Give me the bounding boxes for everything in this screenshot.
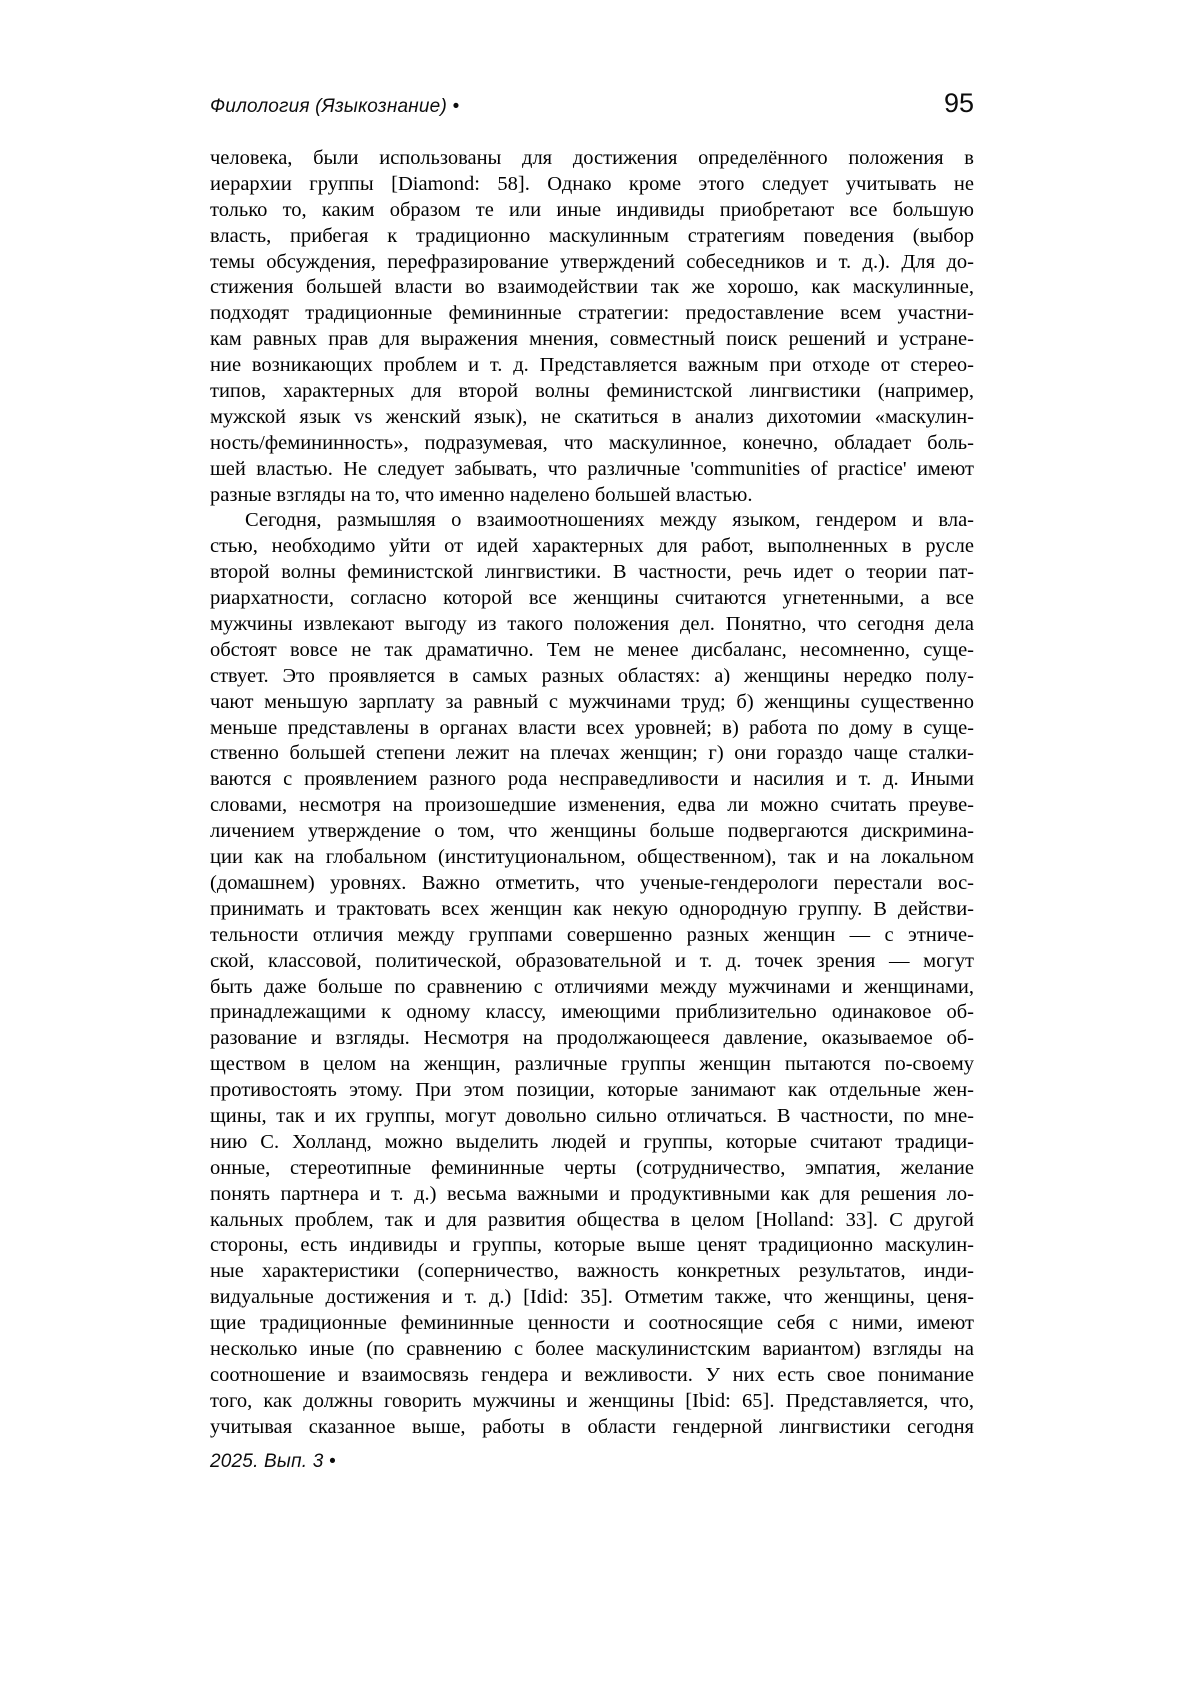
- text-line: только то, каким образом те или иные индивиды приобретают все большую: [210, 198, 974, 221]
- text-line: чают меньшую зарплату за равный с мужчинами труд; б) женщины существенно: [210, 690, 974, 713]
- text-line: кальных проблем, так и для развития общества в целом [Holland: 33]. С другой: [210, 1208, 974, 1231]
- issue-label: 2025. Вып. 3 •: [210, 1451, 336, 1472]
- text-line: риархатности, согласно которой все женщины считаются угнетенными, а все: [210, 587, 974, 610]
- text-line: типов, характерных для второй волны феминистской лингвистики (например,: [210, 380, 974, 403]
- text-line: принадлежащими к одному классу, имеющими приблизительно одинаковое об-: [210, 1001, 974, 1024]
- text-line: ние возникающих проблем и т. д. Представляется важным при отходе от стерео-: [210, 354, 974, 377]
- text-line: обстоят вовсе не так драматично. Тем не менее дисбаланс, несомненно, суще-: [210, 638, 974, 661]
- text-line: онные, стереотипные фемининные черты (сотрудничество, эмпатия, желание: [210, 1156, 974, 1179]
- text-line: того, как должны говорить мужчины и женщины [Ibid: 65]. Представляется, что,: [210, 1389, 974, 1412]
- text-line: понять партнера и т. д.) весьма важными и продуктивными как для решения ло-: [210, 1182, 974, 1205]
- page-header: [210, 90, 974, 119]
- text-line: человека, были использованы для достижения определённого положения в: [210, 147, 974, 169]
- text-line: несколько иные (по сравнению с более маскулинистским вариантом) взгляды на: [210, 1337, 974, 1360]
- page-number: 95: [943, 88, 974, 118]
- text-line: соотношение и взаимосвязь гендера и вежливости. У них есть свое понимание: [210, 1363, 974, 1386]
- text-line: ваются с проявлением разного рода несправедливости и насилия и т. д. Иными: [210, 768, 974, 791]
- text-line: (домашнем) уровнях. Важно отметить, что ученые-гендерологи перестали вос-: [210, 871, 974, 894]
- text-line: ственно большей степени лежит на плечах женщин; г) они гораздо чаще сталки-: [210, 742, 974, 765]
- text-line: власть, прибегая к традиционно маскулинным стратегиям поведения (выбор: [210, 224, 974, 247]
- text-line: противостоять этому. При этом позиции, которые занимают как отдельные жен-: [210, 1079, 974, 1102]
- page-footer: [210, 1450, 336, 1474]
- text-line: щины, так и их группы, могут довольно сильно отличаться. В частности, по мне-: [210, 1104, 974, 1127]
- text-line: личением утверждение о том, что женщины больше подвергаются дискримина-: [210, 820, 974, 843]
- text-line: мужской язык vs женский язык), не скатиться в анализ дихотомии «маскулин-: [210, 405, 974, 428]
- text-line: ность/фемининность», подразумевая, что маскулинное, конечно, обладает боль-: [210, 431, 974, 454]
- text-line: нию С. Холланд, можно выделить людей и группы, которые считают традици-: [210, 1130, 974, 1153]
- text-line: иерархии группы [Diamond: 58]. Однако кроме этого следует учитывать не: [210, 172, 974, 195]
- text-line: шей властью. Не следует забывать, что различные 'communities of practice' имеют: [210, 457, 974, 480]
- text-line: ции как на глобальном (институциональном, общественном), так и на локальном: [210, 846, 974, 869]
- text-line: мужчины извлекают выгоду из такого положения дел. Понятно, что сегодня дела: [210, 613, 974, 636]
- text-line: разование и взгляды. Несмотря на продолжающееся давление, оказываемое об-: [210, 1027, 974, 1050]
- text-line: тельности отличия между группами совершенно разных женщин — с этниче-: [210, 923, 974, 946]
- text-line: стью, необходимо уйти от идей характерных для работ, выполненных в русле: [210, 535, 974, 558]
- text-line: ствует. Это проявляется в самых разных областях: а) женщины нередко полу-: [210, 664, 974, 687]
- text-line: ные характеристики (соперничество, важность конкретных результатов, инди-: [210, 1260, 974, 1283]
- paragraph: [210, 146, 974, 508]
- text-line: Сегодня, размышляя о взаимоотношениях между языком, гендером и вла-: [245, 509, 974, 532]
- text-line: быть даже больше по сравнению с отличиями между мужчинами и женщинами,: [210, 975, 974, 998]
- text-line: кам равных прав для выражения мнения, совместный поиск решений и устране-: [210, 328, 974, 351]
- text-line: второй волны феминистской лингвистики. В частности, речь идет о теории пат-: [210, 561, 974, 584]
- page-body: [210, 146, 974, 1441]
- text-line: ской, классовой, политической, образовательной и т. д. точек зрения — могут: [210, 949, 974, 972]
- text-line: принимать и трактовать всех женщин как некую однородную группу. В действи-: [210, 897, 974, 920]
- text-line: меньше представлены в органах власти всех уровней; в) работа по дому в суще-: [210, 716, 974, 739]
- text-line: ществом в целом на женщин, различные группы женщин пытаются по-своему: [210, 1053, 974, 1076]
- text-line: подходят традиционные фемининные стратегии: предоставление всем участни-: [210, 302, 974, 325]
- text-line: учитывая сказанное выше, работы в области гендерной лингвистики сегодня: [210, 1415, 974, 1438]
- text-line: темы обсуждения, перефразирование утверждений собеседников и т. д.). Для до-: [210, 250, 974, 273]
- text-line: разные взгляды на то, что именно наделено большей властью.: [210, 483, 753, 506]
- text-line: словами, несмотря на произошедшие изменения, едва ли можно считать преуве-: [210, 794, 974, 817]
- paragraph: [210, 508, 974, 1440]
- text-line: щие традиционные фемининные ценности и соотносящие себя с ними, имеют: [210, 1312, 974, 1335]
- text-line: стижения большей власти во взаимодействии так же хорошо, как маскулинные,: [210, 276, 974, 299]
- running-title: Филология (Языкознание) •: [210, 96, 460, 117]
- text-line: стороны, есть индивиды и группы, которые выше ценят традиционно маскулин-: [210, 1234, 974, 1257]
- text-line: видуальные достижения и т. д.) [Idid: 35]. Отметим также, что женщины, ценя-: [210, 1286, 974, 1309]
